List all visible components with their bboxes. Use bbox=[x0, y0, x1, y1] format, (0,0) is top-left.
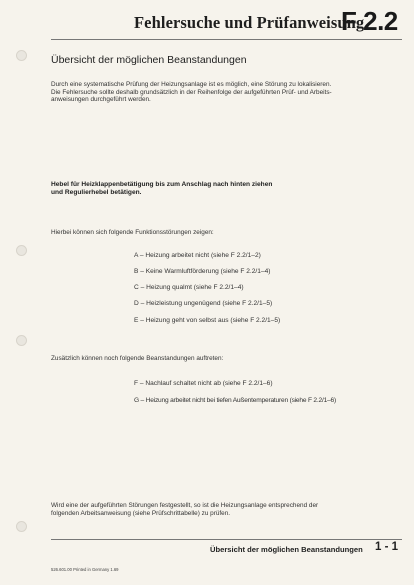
conclusion-line: Wird eine der aufgeführten Störungen festgestellt, so ist die Heizungsanlage entsprechend der bbox=[51, 502, 319, 509]
footer-title: Übersicht der möglichen Beanstandungen bbox=[210, 545, 363, 554]
function-item-c: C – Heizung qualmt (siehe F 2.2/1–4) bbox=[134, 284, 244, 291]
footer-rule bbox=[51, 539, 402, 540]
instruction-line: und Regulierhebel betätigen. bbox=[51, 189, 142, 197]
intro-line: anweisungen durchgeführt werden. bbox=[51, 96, 151, 104]
function-intro: Hierbei können sich folgende Funktionsstörungen zeigen: bbox=[51, 229, 214, 236]
intro-paragraph bbox=[51, 81, 332, 104]
intro-line: Die Fehlersuche sollte deshalb grundsätzlich in der Reihenfolge der aufgeführten Prüf- und Arbeits- bbox=[51, 88, 332, 96]
additional-item-g: G – Heizung arbeitet nicht bei tiefen Außentemperaturen (siehe F 2.2/1–6) bbox=[134, 397, 337, 404]
instruction-text bbox=[51, 181, 272, 198]
function-item-e: E – Heizung geht von selbst aus (siehe F 2.2/1–5) bbox=[134, 317, 281, 324]
instruction-line: Hebel für Heizklappenbetätigung bis zum Anschlag nach hinten ziehen bbox=[51, 181, 273, 188]
function-item-d: D – Heizleistung ungenügend (siehe F 2.2/1–5) bbox=[134, 300, 273, 307]
punch-hole bbox=[16, 335, 27, 346]
section-number: F 2.2 bbox=[341, 6, 398, 36]
conclusion-line: folgenden Arbeitsanweisung (siehe Prüfschrittabelle) zu prüfen. bbox=[51, 509, 231, 517]
header-rule bbox=[51, 39, 402, 40]
page-header-title: Fehlersuche und Prüfanweisung bbox=[134, 13, 365, 32]
punch-hole bbox=[16, 521, 27, 532]
punch-hole bbox=[16, 50, 27, 61]
additional-item-f: F – Nachlauf schaltet nicht ab (siehe F 2.2/1–6) bbox=[134, 380, 273, 387]
function-item-a: A – Heizung arbeitet nicht (siehe F 2.2/1–2) bbox=[134, 252, 261, 259]
page-number: 1 - 1 bbox=[375, 541, 399, 553]
additional-intro: Zusätzlich können noch folgende Beanstandungen auftreten: bbox=[51, 355, 224, 362]
print-info: 526.601.00 Printed in Germany 1.69 bbox=[51, 567, 119, 572]
intro-line: Durch eine systematische Prüfung der Heizungsanlage ist es möglich, eine Störung zu lokalisieren. bbox=[51, 81, 332, 88]
conclusion-paragraph bbox=[51, 502, 318, 517]
section-title: Übersicht der möglichen Beanstandungen bbox=[51, 54, 247, 66]
punch-hole bbox=[16, 245, 27, 256]
function-item-b: B – Keine Warmluftförderung (siehe F 2.2/1–4) bbox=[134, 268, 271, 275]
